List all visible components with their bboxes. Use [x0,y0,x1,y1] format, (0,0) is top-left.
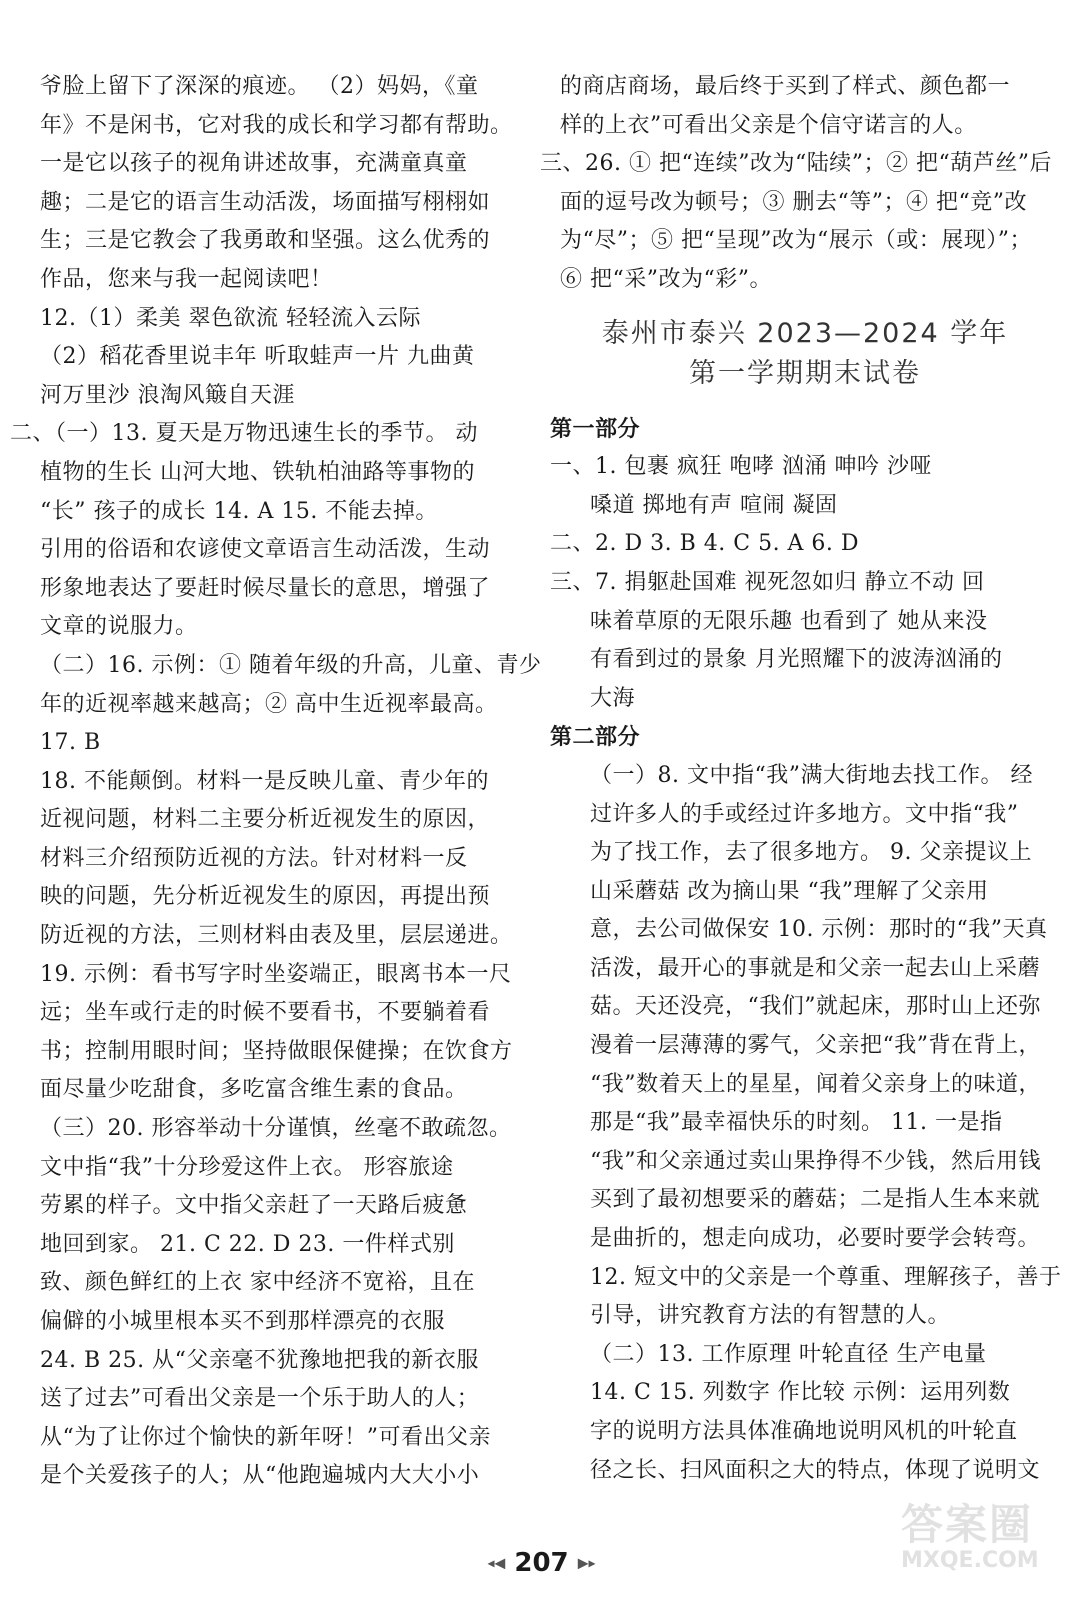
exam-title-line1: 泰州市泰兴 2023—2024 学年 [601,317,1009,349]
text-line: 是个关爱孩子的人；从“他跑遍城内大大小小 [40,1463,480,1489]
section-heading: 第二部分 [550,724,641,751]
text-line: 三、26. ① 把“连续”改为“陆续”；② 把“葫芦丝”后 [540,151,1052,177]
text-line: 活泼，最开心的事就是和父亲一起去山上采蘑 [590,955,1041,981]
text-line: 字的说明方法具体准确地说明风机的叶轮直 [590,1419,1018,1444]
text-line: 意，去公司做保安 10. 示例：那时的“我”天真 [590,917,1048,943]
text-line: 劳累的样子。文中指父亲赶了一天路后疲惫 [40,1193,468,1219]
page-number: 207 [514,1548,569,1578]
watermark [901,1492,1071,1592]
text-line: 大海 [590,685,636,711]
text-line: 山采蘑菇 改为摘山果 “我”理解了父亲用 [590,878,989,904]
text-line: 17. B [40,730,101,756]
text-line: 面的逗号改为顿号；③ 删去“等”；④ 把“竞”改 [560,189,1027,215]
text-line: 防近视的方法，三则材料由表及里，层层递进。 [40,923,513,949]
text-line: 趣；二是它的语言生动活泼，场面描写栩栩如 [40,189,491,215]
text-line: 一、1. 包裹 疯狂 咆哮 汹涌 呻吟 沙哑 [550,454,932,480]
text-line: 二、（一）13. 夏天是万物迅速生长的季节。 动 [10,421,478,447]
text-line: 材料三介绍预防近视的方法。针对材料一反 [40,845,468,871]
text-line: 书；控制用眼时间；坚持做眼保健操；在饮食方 [40,1038,513,1064]
text-line: 致、颜色鲜红的上衣 家中经济不宽裕，且在 [40,1270,475,1296]
text-line: 文章的说服力。 [40,614,198,640]
text-line: （二）13. 工作原理 叶轮直径 生产电量 [590,1341,987,1367]
text-line: “长” 孩子的成长 14. A 15. 不能去掉。 [40,498,438,524]
text-line: 三、7. 捐躯赴国难 视死忽如归 静立不动 回 [550,569,985,595]
text-line: 映的问题，先分析近视发生的原因，再提出预 [40,884,491,910]
text-line: 引导，讲究教育方法的有智慧的人。 [590,1303,951,1329]
text-line: 形象地表达了要赶时候尽量长的意思，增强了 [40,575,491,601]
text-line: （2）稻花香里说丰年 听取蛙声一片 九曲黄 [40,344,475,370]
text-line: 一是它以孩子的视角讲述故事，充满童真童 [40,151,468,177]
text-line: 从“为了让你过个愉快的新年呀！”可看出父亲 [40,1424,491,1450]
text-line: 送了过去”可看出父亲是一个乐于助人的人； [40,1386,480,1412]
text-line: “我”数着天上的星星，闻着父亲身上的味道， [590,1071,1041,1097]
text-line: 文中指“我”十分珍爱这件上衣。 形容旅途 [40,1154,454,1180]
text-line: 样的上衣”可看出父亲是个信守诺言的人。 [560,112,977,138]
text-line: 为“尽”；⑤ 把“呈现”改为“展示（或：展现）”； [560,228,1032,254]
text-line: 引用的俗语和农谚使文章语言生动活泼，生动 [40,537,491,563]
exam-title-line2: 第一学期期末试卷 [689,357,921,389]
text-line: 地回到家。 21. C 22. D 23. 一件样式别 [40,1231,455,1257]
text-line: 二、2. D 3. B 4. C 5. A 6. D [550,531,860,557]
text-line: 远；坐车或行走的时候不要看书，不要躺着看 [40,1000,491,1026]
text-line: 12. 短文中的父亲是一个尊重、理解孩子，善于 [590,1264,1062,1290]
text-line: （一）8. 文中指“我”满大街地去找工作。 经 [590,762,1033,788]
text-line: （二）16. 示例：① 随着年级的升高，儿童、青少 [40,652,542,678]
text-line: 的商店商场，最后终于买到了样式、颜色都一 [560,74,1011,99]
text-line: 12.（1）柔美 翠色欲流 轻轻流入云际 [40,305,421,331]
text-line: 生；三是它教会了我勇敢和坚强。这么优秀的 [40,228,491,254]
text-line: 18. 不能颠倒。材料一是反映儿童、青少年的 [40,768,489,794]
double-arrow-left-icon: ◂◀ [487,1555,506,1572]
text-line: （三）20. 形容举动十分谨慎，丝毫不敢疏忽。 [40,1116,512,1142]
watermark-logo: 答案圈 [901,1500,1034,1549]
text-line: 24. B 25. 从“父亲毫不犹豫地把我的新衣服 [40,1347,479,1373]
text-line: “我”和父亲通过卖山果挣得不少钱，然后用钱 [590,1148,1041,1174]
section-heading: 第一部分 [550,415,641,442]
watermark-url: MXQE.COM [901,1548,1039,1573]
text-line: 为了找工作，去了很多地方。 9. 父亲提议上 [590,840,1032,866]
text-line: 嗓道 掷地有声 喧闹 凝固 [590,492,838,518]
text-line: 味着草原的无限乐趣 也看到了 她从来没 [590,608,988,634]
text-line: 面尽量少吃甜食，多吃富含维生素的食品。 [40,1077,468,1103]
text-line: 那是“我”最幸福快乐的时刻。 11. 一是指 [590,1110,1003,1136]
text-line: 植物的生长 山河大地、铁轨柏油路等事物的 [40,459,475,485]
text-line: 菇。天还没亮，“我们”就起床，那时山上还弥 [590,994,1041,1020]
left-column [10,68,542,1496]
text-line: 漫着一层薄薄的雾气，父亲把“我”背在背上， [590,1033,1041,1059]
text-line: 河万里沙 浪淘风簸自天涯 [40,382,295,408]
text-line: 买到了最初想要采的蘑菇；二是指人生本来就 [590,1187,1041,1213]
text-line: 年的近视率越来越高；② 高中生近视率最高。 [40,691,498,717]
text-line: 14. C 15. 列数字 作比较 示例：运用列数 [590,1380,1011,1406]
text-line: 有看到过的景象 月光照耀下的波涛汹涌的 [590,647,1003,673]
text-line: 偏僻的小城里根本买不到那样漂亮的衣服 [40,1309,446,1334]
text-line: ⑥ 把“采”改为“彩”。 [560,266,772,292]
text-line: 爷脸上留下了深深的痕迹。 （2）妈妈，《童 [40,74,479,99]
double-arrow-right-icon: ▶▸ [577,1555,596,1572]
text-line: 年》不是闲书，它对我的成长和学习都有帮助。 [40,112,513,138]
text-line: 是曲折的，想走向成功，必要时要学会转弯。 [590,1226,1041,1252]
text-line: 过许多人的手或经过许多地方。文中指“我” [590,801,1019,827]
text-line: 径之长、扫风面积之大的特点，体现了说明文 [590,1457,1041,1483]
right-column [540,68,1062,1490]
text-line: 作品，您来与我一起阅读吧！ [40,266,333,292]
exam-title [560,314,1050,394]
text-line: 19. 示例：看书写字时坐姿端正，眼离书本一尺 [40,961,512,987]
text-line: 近视问题，材料二主要分析近视发生的原因， [40,807,491,833]
